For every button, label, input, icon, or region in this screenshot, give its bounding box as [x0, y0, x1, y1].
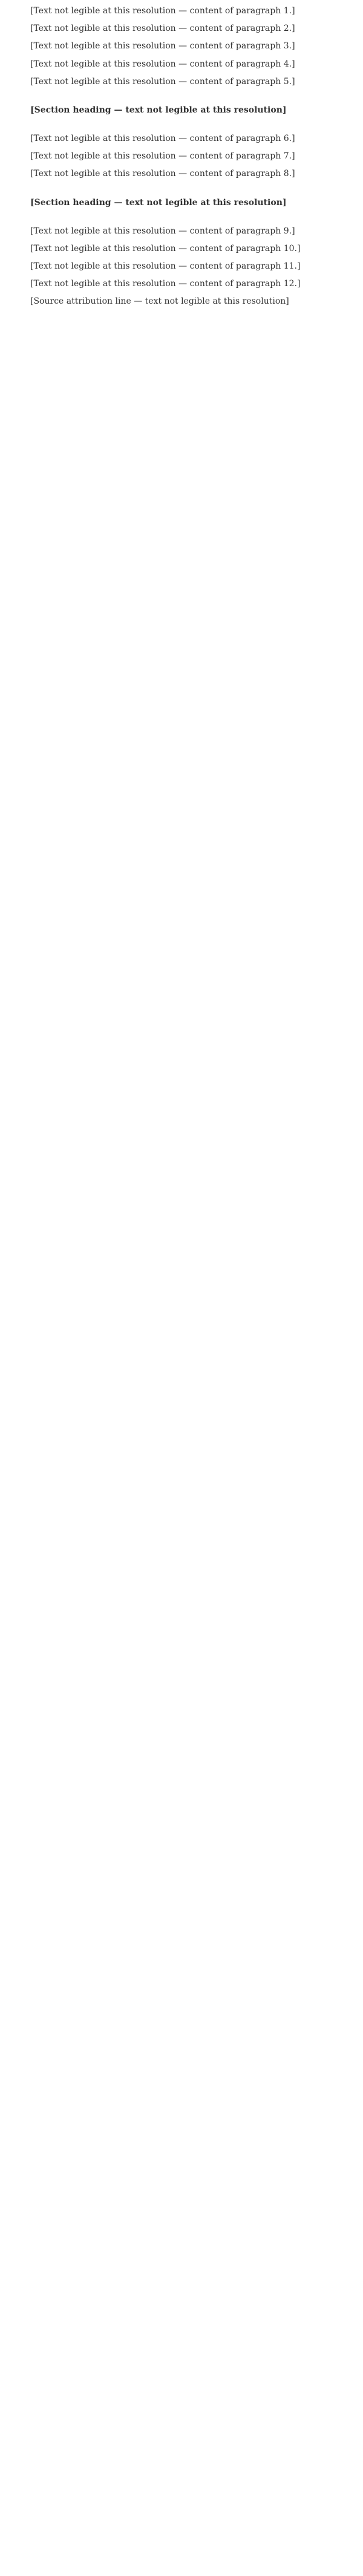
article-paragraph: [Text not legible at this resolution — content of paragraph 4.] [30, 59, 295, 69]
article-paragraph: [Text not legible at this resolution — content of paragraph 10.] [30, 243, 301, 253]
article-paragraph: [Text not legible at this resolution — content of paragraph 11.] [30, 261, 301, 272]
source-attribution: [Source attribution line — text not legible at this resolution] [30, 296, 289, 307]
article-paragraph: [Text not legible at this resolution — content of paragraph 9.] [30, 226, 295, 236]
article-paragraph: [Text not legible at this resolution — content of paragraph 7.] [30, 151, 295, 162]
article-paragraph: [Text not legible at this resolution — content of paragraph 2.] [30, 24, 295, 34]
article-paragraph: [Text not legible at this resolution — content of paragraph 12.] [30, 279, 301, 289]
article-paragraph: [Text not legible at this resolution — content of paragraph 3.] [30, 41, 295, 51]
section-heading: [Section heading — text not legible at this resolution] [30, 197, 287, 208]
article-paragraph: [Text not legible at this resolution — content of paragraph 1.] [30, 6, 295, 16]
article-paragraph: [Text not legible at this resolution — content of paragraph 8.] [30, 169, 295, 179]
section-heading: [Section heading — text not legible at this resolution] [30, 105, 287, 116]
article-paragraph: [Text not legible at this resolution — content of paragraph 6.] [30, 134, 295, 144]
article-paragraph: [Text not legible at this resolution — content of paragraph 5.] [30, 76, 295, 87]
article-body [13, 2, 350, 310]
